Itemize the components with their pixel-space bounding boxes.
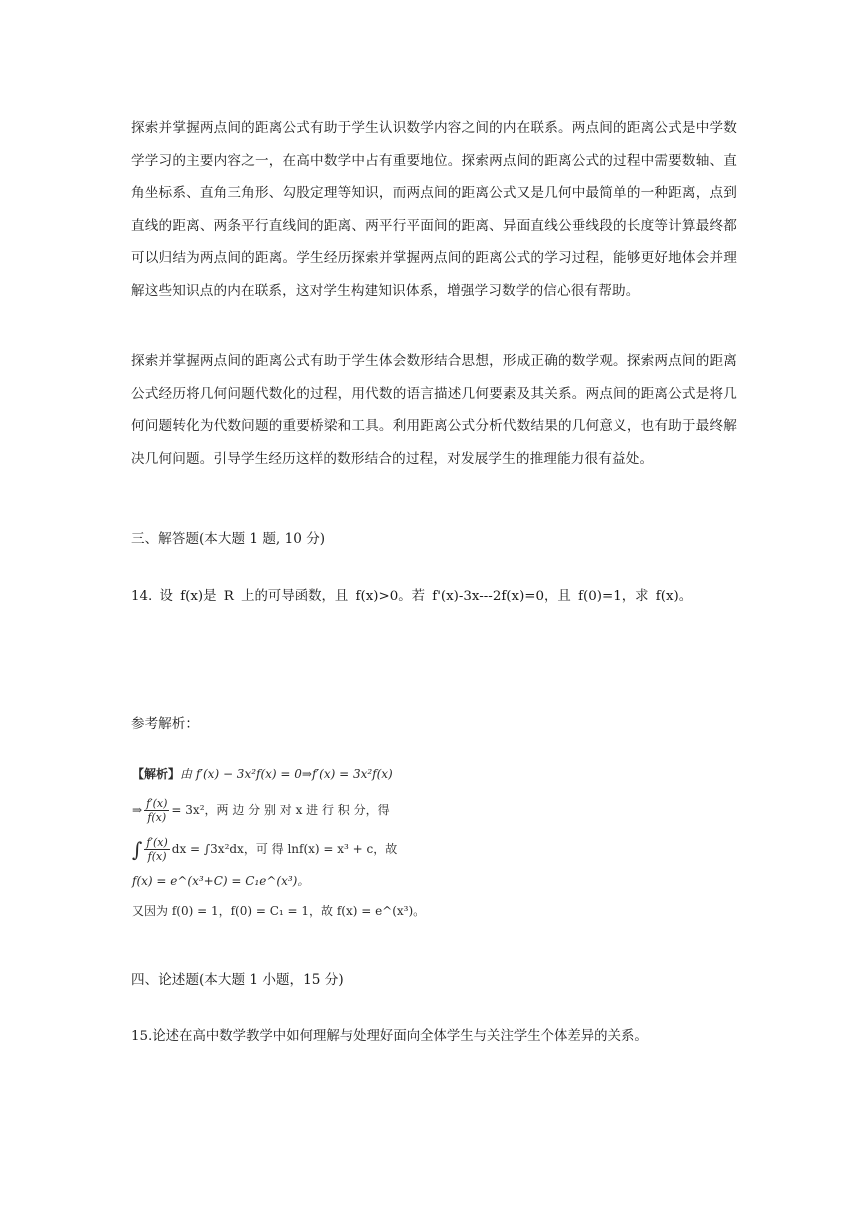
solution-line-3: [132, 836, 397, 863]
solution-image: [132, 760, 432, 930]
solution-tag: 【解析】: [132, 767, 181, 781]
paragraph-1: 探索并掌握两点间的距离公式有助于学生认识数学内容之间的内在联系。两点间的距离公式是中学数学学习的主要内容之一，在高中数学中占有重要地位。探索两点间的距离公式的过程中需要数轴、直角坐标系、直角三角形、勾股定理等知识，而两点间的距离公式又是几何中最简单的一种距离，点到直线的距离、两条平行直线间的距离、两平行平面间的距离、异面直线公垂线段的长度等计算最终都可以归结为两点间的距离。学生经历探索并掌握两点间的距离公式的学习过程，能够更好地体会并理解这些知识点的内在联系，这对学生构建知识体系，增强学习数学的信心很有帮助。: [131, 120, 737, 299]
fraction-numerator: f′(x): [146, 836, 168, 849]
solution-line-2: [132, 797, 390, 824]
solution-line-4: f(x) = e^(x³+C) = C₁e^(x³)。: [132, 874, 310, 888]
section-3-heading: 三、解答题(本大题 1 题, 10 分): [131, 531, 326, 547]
question-15: 15.论述在高中数学教学中如何理解与处理好面向全体学生与关注学生个体差异的关系。: [131, 1029, 648, 1044]
solution-line-1-text: 由 f′(x) − 3x²f(x) = 0⇒f′(x) = 3x²f(x): [180, 767, 393, 781]
question-14: 14. 设 f(x)是 R 上的可导函数，且 f(x)>0。若 f'(x)-3x---2f(x)=0，且 f(0)=1，求 f(x)。: [131, 589, 693, 604]
fraction-denominator: f(x): [147, 850, 167, 863]
solution-line-5: 又因为 f(0) = 1，f(0) = C₁ = 1，故 f(x) = e^(x³)。: [132, 904, 426, 918]
paragraph-2: 探索并掌握两点间的距离公式有助于学生体会数形结合思想，形成正确的数学观。探索两点间的距离公式经历将几何问题代数化的过程，用代数的语言描述几何要素及其关系。两点间的距离公式是将几何问题转化为代数问题的重要桥梁和工具。利用距离公式分析代数结果的几何意义，也有助于最终解决几何问题。引导学生经历这样的数形结合的过程，对发展学生的推理能力很有益处。: [131, 353, 737, 467]
integral-sign: ∫: [132, 837, 143, 862]
solution-line-3-text: dx = ∫3x²dx，可 得 lnf(x) = x³ + c，故: [171, 842, 398, 856]
fraction-numerator: f′(x): [146, 797, 168, 810]
solution-line-2-text: = 3x²，两 边 分 别 对 x 进 行 积 分，得: [171, 803, 390, 817]
section-4-heading: 四、论述题(本大题 1 小题，15 分): [131, 972, 344, 988]
fraction: [144, 797, 169, 824]
fraction: [144, 836, 169, 863]
reference-label: 参考解析：: [131, 716, 199, 732]
solution-line-1: [132, 765, 393, 783]
implies-arrow: ⇒: [132, 803, 143, 817]
fraction-denominator: f(x): [147, 811, 167, 824]
